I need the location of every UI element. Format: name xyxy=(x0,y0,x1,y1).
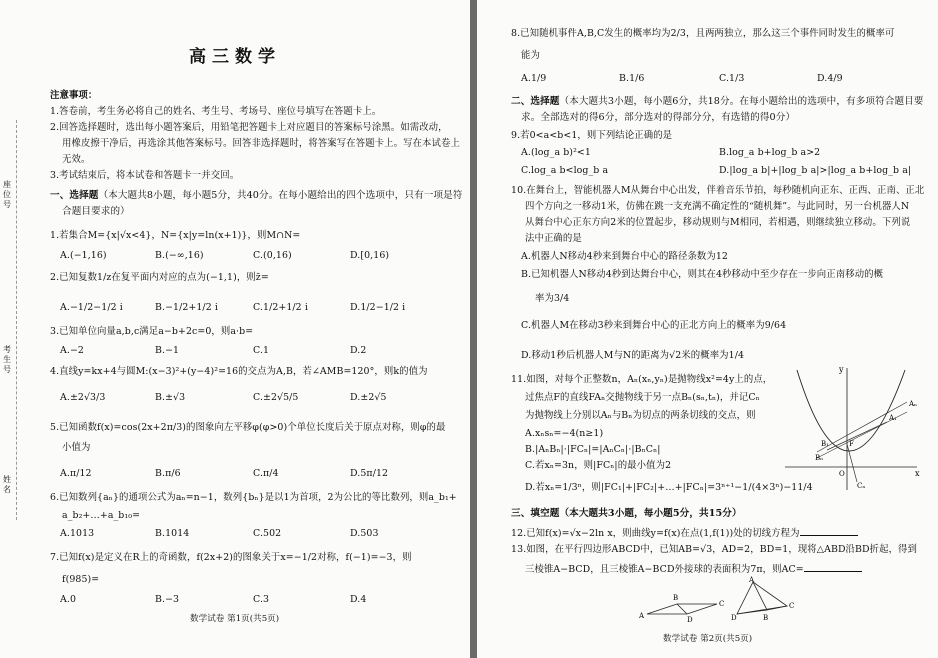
section3-header: 三、填空题（本大题共3小题，每小题5分，共15分） xyxy=(511,508,742,519)
q11-option-d: D.若xₙ=1/3ⁿ，则|FC₁|+|FC₂|+…+|FCₙ|=3ⁿ⁺¹−1/(4×3ⁿ)−11/4 xyxy=(525,482,813,493)
question-10-line: 从舞台中心正东方向2米的位置起步，移动规则与M相同，若相遇，则继续独立移动。下列说 xyxy=(525,217,911,228)
q2-option-a: A.−1/2−1/2 i xyxy=(60,302,123,313)
label-cn: Cₙ xyxy=(857,482,866,490)
q1-option-d: D.[0,16) xyxy=(350,250,390,261)
question-2: 2.已知复数1/z在复平面内对应的点为(−1,1)，则z̄= xyxy=(50,272,269,283)
question-8: 8.已知随机事件A,B,C发生的概率均为2/3，且两两独立，那么这三个事件同时发生的概率可 xyxy=(511,28,895,39)
q3-option-a: A.−2 xyxy=(60,345,84,356)
q2-option-b: B.−1/2+1/2 i xyxy=(155,302,218,313)
parabola-figure xyxy=(777,362,925,494)
label-x: x xyxy=(915,469,920,478)
question-6: 6.已知数列{aₙ}的通项公式为aₙ=n−1，数列{bₙ}是以1为首项，2为公比的等比数列，则a_b₁+ xyxy=(50,492,457,503)
q7-option-d: D.4 xyxy=(350,594,367,605)
question-12-text: 12.已知f(x)=√x−2ln x，则曲线y=f(x)在点(1,f(1))处的切线方程为 xyxy=(511,528,800,539)
q9-option-c: C.log_a b<log_b a xyxy=(521,165,609,176)
q12-blank xyxy=(800,526,858,536)
q5-option-b: B.π/6 xyxy=(155,468,181,479)
q10-option-c: C.机器人M在移动3秒来到舞台中心的正北方向上的概率为9/64 xyxy=(521,320,787,331)
section2-header xyxy=(511,96,924,108)
question-11-line: 过焦点F的直线FAₙ交抛物线于另一点Bₙ(sₙ,tₙ)，并记Cₙ xyxy=(525,392,760,403)
q6-option-d: D.503 xyxy=(350,528,379,539)
label-origin: O xyxy=(839,470,845,478)
side-label-seat: 座位号 xyxy=(3,180,11,209)
fig2-label-c: C xyxy=(719,600,725,608)
fig2-label-d: D xyxy=(687,616,693,622)
question-3: 3.已知单位向量a,b,c满足a−b+2c=0，则a·b= xyxy=(50,326,254,337)
q4-option-b: B.±√3 xyxy=(155,392,186,403)
q5-option-c: C.π/4 xyxy=(253,468,279,479)
section1-desc2: 合题目要求的） xyxy=(62,206,130,217)
q6-option-c: C.502 xyxy=(253,528,282,539)
section1-desc: （本大题共8小题，每小题5分，共40分。在每小题给出的四个选项中，只有一项是符 xyxy=(98,190,463,201)
tetrahedron-edge xyxy=(753,582,767,610)
q2-option-d: D.1/2−1/2 i xyxy=(350,302,406,313)
q3-option-b: B.−1 xyxy=(155,345,180,356)
fig2-label-a: A xyxy=(639,612,645,620)
q9-option-d: D.|log_a b|+|log_b a|>|log_a b+log_b a| xyxy=(719,165,912,176)
q8-option-a: A.1/9 xyxy=(521,73,547,84)
page-footer: 数学试卷 第1页(共5页) xyxy=(190,614,280,624)
question-6-cont: a_b₂+…+a_b₁₀= xyxy=(62,510,141,521)
question-13-cont xyxy=(525,562,862,576)
binding-line xyxy=(16,120,17,520)
notice-line: 用橡皮擦干净后，再选涂其他答案标号。回答非选择题时，将答案写在答题卡上。写在本试卷上 xyxy=(62,138,460,149)
q11-option-a: A.xₙsₙ=−4(n≥1) xyxy=(525,428,604,439)
side-label-name: 姓名 xyxy=(3,475,11,494)
q2-option-c: C.1/2+1/2 i xyxy=(253,302,308,313)
tetrahedron-face xyxy=(737,582,787,614)
q6-option-a: A.1013 xyxy=(60,528,95,539)
label-b1: B₁ xyxy=(821,440,829,448)
question-4: 4.直线y=kx+4与圆M:(x−3)²+(y−4)²=16的交点为A,B，若∠AMB=120°，则k的值为 xyxy=(50,366,428,377)
question-10-line: 法中正确的是 xyxy=(525,233,582,244)
q10-option-b-cont: 率为3/4 xyxy=(535,293,570,304)
q7-option-c: C.3 xyxy=(253,594,270,605)
section2-desc2: 求。全部选对的得6分，部分选对的得部分分，有选错的得0分） xyxy=(521,112,796,123)
chord-line xyxy=(817,402,907,452)
label-bn: Bₙ xyxy=(815,454,824,462)
question-9: 9.若0<a<b<1，则下列结论正确的是 xyxy=(511,130,673,141)
notice-line: 2.回答选择题时，选出每小题答案后，用铅笔把答题卡上对应题目的答案标号涂黑。如需改动， xyxy=(50,122,448,133)
question-5-cont: 小值为 xyxy=(62,442,91,453)
notice-line: 3.考试结束后，将本试卷和答题卡一并交回。 xyxy=(50,170,240,181)
label-an: Aₙ xyxy=(909,400,918,408)
page-title: 高三数学 xyxy=(189,47,281,67)
q4-option-a: A.±2√3/3 xyxy=(60,392,106,403)
question-13: 13.如图，在平行四边形ABCD中，已知AB=√3，AD=2，BD=1，现将△ABD沿BD折起，得到 xyxy=(511,544,918,555)
question-10-line: 四个方向之一移动1米，仿佛在跳一支充满不确定性的“随机舞”。与此同时，另一台机器人N xyxy=(525,201,910,212)
q6-option-b: B.1014 xyxy=(155,528,190,539)
notice-line: 1.答卷前，考生务必将自己的姓名、考生号、考场号、座位号填写在答题卡上。 xyxy=(50,106,382,117)
question-7-cont: f(985)= xyxy=(62,574,100,585)
q3-option-c: C.1 xyxy=(253,345,270,356)
question-11-line: 为抛物线上分别以Aₙ与Bₙ为切点的两条切线的交点，则 xyxy=(525,410,756,421)
q7-option-a: A.0 xyxy=(60,594,77,605)
fig2-label-a2: A xyxy=(749,576,755,584)
q10-option-d: D.移动1秒后机器人M与N的距离为√2米的概率为1/4 xyxy=(521,350,745,361)
q11-option-b: B.|AₙBₙ|·|FCₙ|=|AₙCₙ|·|BₙCₙ| xyxy=(525,444,661,455)
q1-option-c: C.(0,16) xyxy=(253,250,292,261)
q1-option-a: A.(−1,16) xyxy=(60,250,107,261)
q5-option-a: A.π/12 xyxy=(60,468,92,479)
question-13-text: 三棱锥A−BCD，且三棱锥A−BCD外接球的表面积为7π，则AC= xyxy=(525,564,804,575)
fig2-label-b: B xyxy=(673,594,679,602)
label-a1: A₁ xyxy=(889,414,897,422)
fig2-label-c2: C xyxy=(789,602,795,610)
notice-line: 无效。 xyxy=(62,154,91,165)
fig2-label-b2: B xyxy=(763,614,769,622)
question-10: 10.在舞台上，智能机器人M从舞台中心出发，伴着音乐节拍，每秒随机向正东、正西、正南、正北 xyxy=(511,185,925,196)
question-1: 1.若集合M={x|√x<4}，N={x|y=ln(x+1)}，则M∩N= xyxy=(50,230,301,241)
exam-page-2 xyxy=(477,0,938,658)
q3-option-d: D.2 xyxy=(350,345,367,356)
question-5: 5.已知函数f(x)=cos(2x+2π/3)的图象向左平移φ(φ>0)个单位长度后关于原点对称，则φ的最 xyxy=(50,422,446,433)
fold-figure xyxy=(637,576,807,622)
side-label-examinee-no: 考生号 xyxy=(3,345,11,374)
label-f: F xyxy=(849,440,854,448)
q10-option-a: A.机器人N移动4秒来到舞台中心的路径条数为12 xyxy=(521,251,728,262)
q11-option-c: C.若xₙ=3n，则|FCₙ|的最小值为2 xyxy=(525,460,672,471)
page-footer: 数学试卷 第2页(共5页) xyxy=(663,634,753,644)
q9-option-a: A.(log_a b)²<1 xyxy=(521,147,591,158)
tetrahedron-edge xyxy=(767,606,787,610)
q9-option-b: B.log_a b+log_b a>2 xyxy=(719,147,821,158)
q4-option-c: C.±2√5/5 xyxy=(253,392,299,403)
q4-option-d: D.±2√5 xyxy=(350,392,387,403)
q10-option-b: B.已知机器人N移动4秒到达舞台中心，则其在4秒移动中至少存在一步向正南移动的概 xyxy=(521,269,884,280)
q8-option-c: C.1/3 xyxy=(719,73,745,84)
notice-title: 注意事项： xyxy=(50,90,98,101)
q5-option-d: D.5π/12 xyxy=(350,468,389,479)
diagonal-line xyxy=(677,604,687,614)
q7-option-b: B.−3 xyxy=(155,594,180,605)
section2-head: 二、选择题 xyxy=(511,96,560,107)
q13-blank xyxy=(804,562,862,572)
label-y: y xyxy=(839,365,844,374)
question-11: 11.如图，对每个正整数n，Aₙ(xₙ,yₙ)是抛物线x²=4y上的点， xyxy=(511,374,773,385)
q8-option-b: B.1/6 xyxy=(619,73,645,84)
question-7: 7.已知f(x)是定义在R上的奇函数，f(2x+2)的图象关于x=−1/2对称，f(−1)=−3，则 xyxy=(50,552,412,563)
question-8-cont: 能为 xyxy=(521,50,540,61)
question-12 xyxy=(511,526,858,540)
q1-option-b: B.(−∞,16) xyxy=(155,250,204,261)
section2-desc: （本大题共3小题，每小题6分，共18分。在每小题给出的选项中，有多项符合题目要 xyxy=(559,96,924,107)
section1-header xyxy=(50,190,463,202)
q8-option-d: D.4/9 xyxy=(817,73,843,84)
fig2-label-d2: D xyxy=(731,614,737,622)
section1-head: 一、选择题 xyxy=(50,190,99,201)
tangent-line xyxy=(827,422,887,450)
